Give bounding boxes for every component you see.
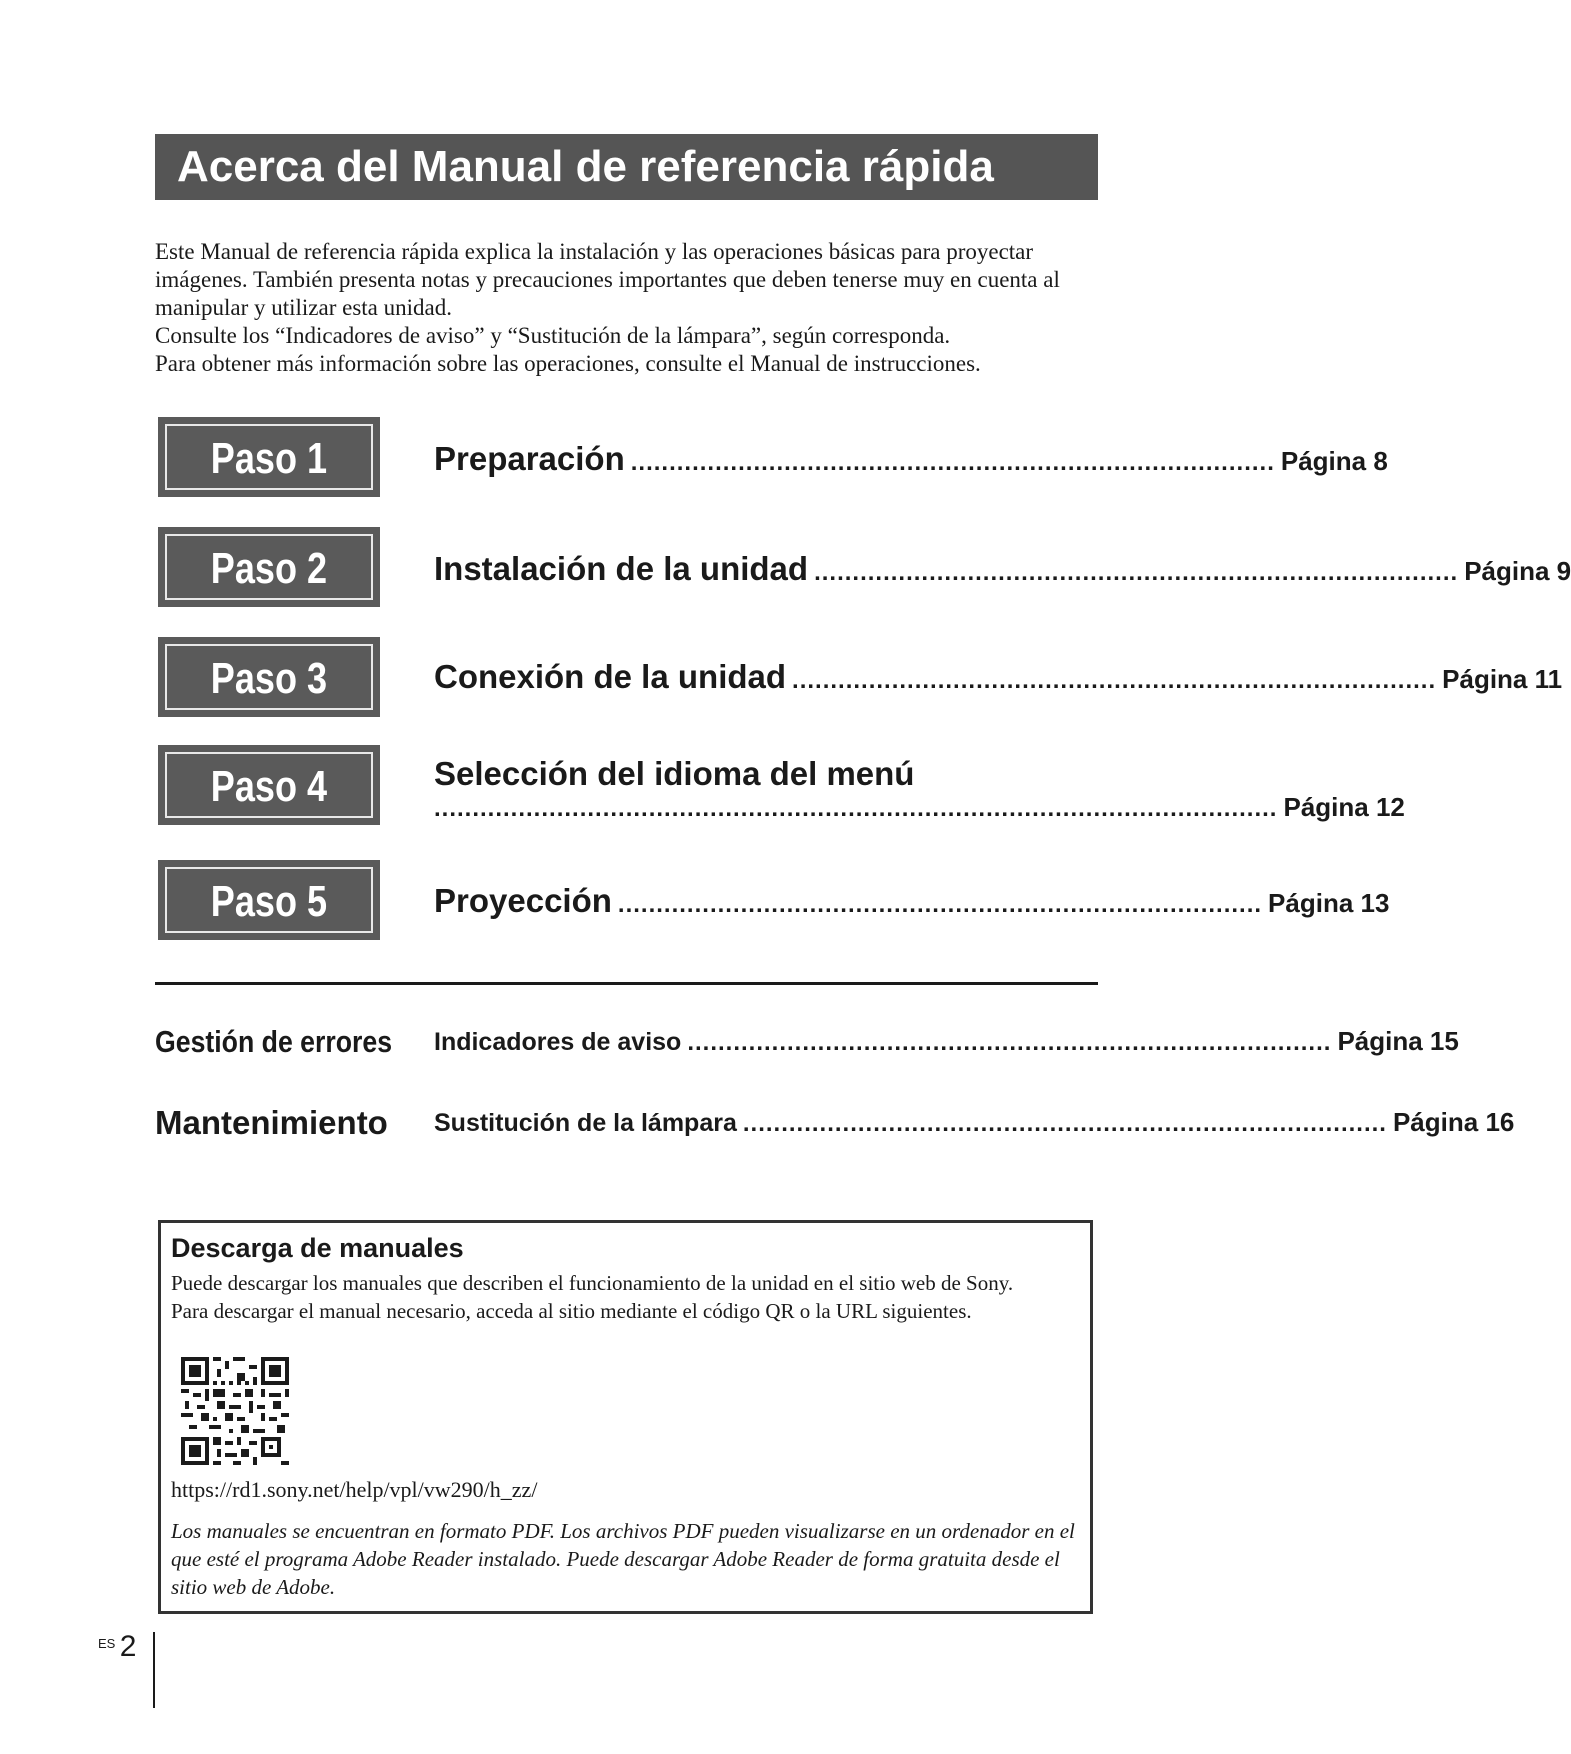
step-3-badge [158, 637, 380, 717]
toc-entry-step-3[interactable] [434, 658, 1563, 696]
intro-text [155, 238, 1100, 378]
download-title: Descarga de manuales [171, 1233, 464, 1263]
download-description [171, 1269, 1076, 1325]
page-number [98, 1630, 136, 1664]
toc-entry-label: Instalación de la unidad [434, 550, 809, 587]
toc-leader-dots: .................................................................................... [687, 1029, 1332, 1056]
download-paragraph: Puede descargar los manuales que describen el funcionamiento de la unidad en el sitio web de Sony. [171, 1271, 1014, 1295]
page-title: Acerca del Manual de referencia rápida [155, 134, 1098, 200]
toc-entry-lamp-replacement[interactable] [434, 1107, 1515, 1138]
toc-page-ref: Página 15 [1337, 1026, 1459, 1056]
toc-entry-label: Proyección [434, 882, 612, 919]
toc-entry-label: Sustitución de la lámpara [434, 1109, 737, 1137]
step-2-badge-label: Paso 2 [210, 544, 328, 593]
intro-paragraph: Consulte los “Indicadores de aviso” y “Sustitución de la lámpara”, según corresponda. [155, 323, 951, 348]
toc-entry-label: Conexión de la unidad [434, 658, 787, 695]
toc-page-ref: Página 13 [1268, 888, 1390, 918]
toc-entry-step-4[interactable] [434, 792, 1405, 823]
toc-entry-step-5[interactable] [434, 882, 1390, 920]
step-5-badge [158, 860, 380, 940]
toc-page-ref: Página 12 [1283, 792, 1405, 822]
toc-entry-step-1[interactable] [434, 440, 1388, 478]
step-4-badge-label: Paso 4 [210, 762, 328, 811]
download-url[interactable]: https://rd1.sony.net/help/vpl/vw290/h_zz/ [171, 1477, 538, 1502]
toc-entry-label: Indicadores de aviso [434, 1028, 682, 1056]
download-paragraph: Para descargar el manual necesario, acceda al sitio mediante el código QR o la URL siguientes. [171, 1299, 972, 1323]
toc-leader-dots: .................................................................................... [630, 449, 1275, 476]
step-1-badge [158, 417, 380, 497]
toc-entry-step-2[interactable] [434, 550, 1571, 588]
toc-entry-step-4-label[interactable]: Selección del idioma del menú [434, 755, 915, 792]
toc-page-ref: Página 16 [1392, 1107, 1515, 1137]
maintenance-heading: Mantenimiento [155, 1104, 388, 1141]
section-divider [155, 982, 1098, 985]
download-note: Los manuales se encuentran en formato PDF. Los archivos PDF pueden visualizarse en un ordenador en el que esté el programa Adobe Reader instalado. Puede descargar Adobe Reader de forma gratuita desde el sitio web de Adobe. [171, 1519, 1075, 1599]
toc-leader-dots: .................................................................................... [617, 891, 1263, 918]
toc-page-ref: Página 11 [1442, 664, 1563, 694]
toc-entry-warning-indicators[interactable] [434, 1026, 1459, 1057]
step-1-badge-label: Paso 1 [210, 434, 328, 483]
download-manuals-box [158, 1220, 1093, 1614]
step-2-badge [158, 527, 380, 607]
toc-leader-dots: .............................................................................................................. [434, 795, 1278, 822]
toc-leader-dots: .................................................................................... [742, 1110, 1387, 1137]
toc-leader-dots: .................................................................................... [792, 667, 1437, 694]
toc-page-ref: Página 9 [1464, 556, 1571, 586]
step-4-badge [158, 745, 380, 825]
step-3-badge-label: Paso 3 [210, 654, 328, 703]
troubleshooting-heading: Gestión de errores [155, 1024, 393, 1059]
page-number-value: 2 [119, 1630, 137, 1663]
step-5-badge-label: Paso 5 [210, 877, 328, 926]
intro-paragraph: Para obtener más información sobre las operaciones, consulte el Manual de instrucciones. [155, 351, 981, 376]
qr-code-icon[interactable] [181, 1357, 289, 1465]
toc-page-ref: Página 8 [1280, 446, 1388, 476]
toc-entry-label: Preparación [434, 440, 625, 477]
page-language-code: ES [98, 1636, 116, 1651]
toc-leader-dots: .................................................................................... [814, 559, 1459, 586]
intro-paragraph: Este Manual de referencia rápida explica la instalación y las operaciones básicas para proyectar imágenes. También presenta notas y precauciones importantes que deben tenerse muy en cuenta al manipular y utilizar esta unidad. [155, 239, 1060, 320]
footer-rule [153, 1632, 155, 1708]
